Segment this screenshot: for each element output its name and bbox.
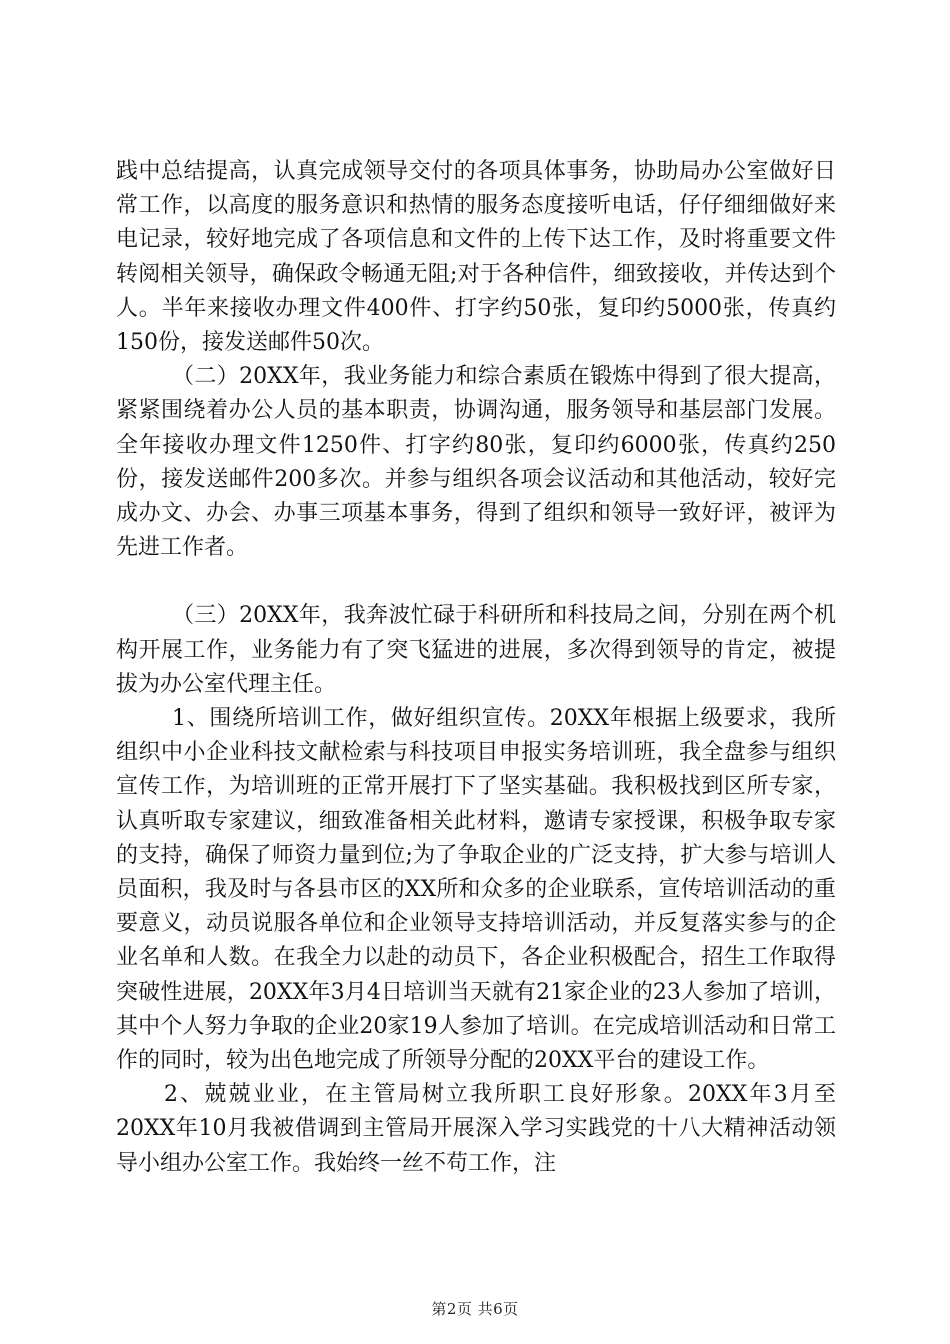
paragraph-continuation: 践中总结提高，认真完成领导交付的各项具体事务，协助局办公室做好日常工作，以高度的服务意识和热情的服务态度接听电话，仔仔细细做好来电记录，较好地完成了各项信息和文件的上传下达工作，及时将重要文件转阅相关领导，确保政令畅通无阻;对于各种信件，细致接收，并传达到个人。半年来接收办理文件400件、打字约50张，复印约5000张，传真约150份，接发送邮件50次。	[116, 159, 836, 356]
page-footer: 第2页 共6页	[431, 1300, 519, 1318]
paragraph-item-two: 2、兢兢业业，在主管局树立我所职工良好形象。20XX年3月至20XX年10月我被借调到主管局开展深入学习实践党的十八大精神活动领导小组办公室工作。我始终一丝不苟工作，注	[116, 1082, 836, 1176]
paragraph-item-one: 1、围绕所培训工作，做好组织宣传。20XX年根据上级要求，我所组织中小企业科技文献检索与科技项目申报实务培训班，我全盘参与组织宣传工作，为培训班的正常开展打下了坚实基础。我积极找到区所专家，认真听取专家建议，细致准备相关此材料，邀请专家授课，积极争取专家的支持，确保了师资力量到位;为了争取企业的广泛支持，扩大参与培训人员面积，我及时与各县市区的XX所和众多的企业联系，宣传培训活动的重要意义，动员说服各单位和企业领导支持培训活动，并反复落实参与的企业名单和人数。在我全力以赴的动员下，各企业积极配合，招生工作取得突破性进展，20XX年3月4日培训当天就有21家企业的23人参加了培训，其中个人努力争取的企业20家19人参加了培训。在完成培训活动和日常工作的同时，较为出色地完成了所领导分配的20XX平台的建设工作。	[116, 706, 836, 1074]
paragraph-gap	[116, 565, 836, 599]
paragraph-section-two: （二）20XX年，我业务能力和综合素质在锻炼中得到了很大提高，紧紧围绕着办公人员的基本职责，协调沟通，服务领导和基层部门发展。全年接收办理文件1250件、打字约80张，复印约6000张，传真约250份，接发送邮件200多次。并参与组织各项会议活动和其他活动，较好完成办文、办会、办事三项基本事务，得到了组织和领导一致好评，被评为先进工作者。	[116, 364, 836, 561]
paragraph-section-three: （三）20XX年，我奔波忙碌于科研所和科技局之间，分别在两个机构开展工作，业务能力有了突飞猛进的进展，多次得到领导的肯定，被提拔为办公室代理主任。	[116, 603, 836, 697]
document-body	[116, 155, 836, 1181]
